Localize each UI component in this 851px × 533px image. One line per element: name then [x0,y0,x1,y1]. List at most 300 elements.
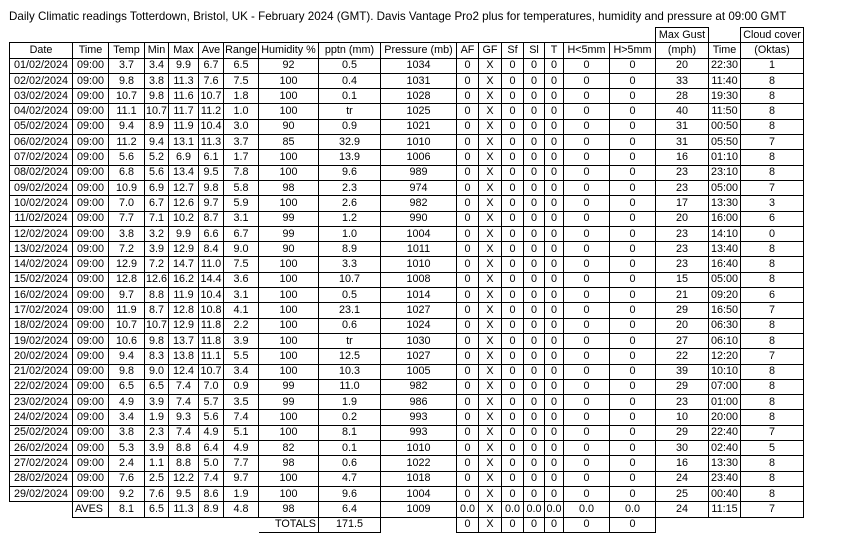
cell-pressure: 1018 [381,471,457,486]
cell-ave: 10.7 [199,364,224,379]
cell-ave: 10.4 [199,119,224,134]
cell-hail-over-5mm: 0 [610,150,656,165]
cell-gust-time: 01:10 [709,150,741,165]
cell-gf: X [479,441,502,456]
cell-humidity: 100 [259,349,319,364]
cell-hail-over-5mm: 0 [610,58,656,73]
cell-hail-under-5mm: 0 [564,226,610,241]
totals-gf: X [479,517,502,532]
cell-date: 12/02/2024 [10,226,73,241]
table-row [10,58,804,73]
header-t: T [545,43,564,58]
cell-pressure: 1034 [381,58,457,73]
cell-range: 3.1 [224,288,259,303]
aves-gust: 24 [656,502,709,517]
aves-range: 4.8 [224,502,259,517]
cell-humidity: 100 [259,272,319,287]
table-row [10,272,804,287]
cell-gust-time: 02:40 [709,441,741,456]
cell-gust-time: 23:10 [709,165,741,180]
cell-pressure: 1004 [381,226,457,241]
cell-min: 9.4 [145,135,169,150]
cell-date: 09/02/2024 [10,180,73,195]
cell-t: 0 [545,364,564,379]
cell-sf: 0 [502,257,524,272]
cell-gust-time: 01:00 [709,395,741,410]
cell-ave: 9.5 [199,165,224,180]
cell-af: 0 [457,395,479,410]
cell-ave: 6.6 [199,226,224,241]
aves-temp: 8.1 [109,502,145,517]
cell-gust: 10 [656,410,709,425]
cell-af: 0 [457,242,479,257]
cell-humidity: 100 [259,288,319,303]
cell-date: 24/02/2024 [10,410,73,425]
cell-pressure: 1027 [381,303,457,318]
cell-time: 09:00 [73,303,109,318]
cell-gust-time: 05:50 [709,135,741,150]
cell-pptn: 9.6 [319,486,381,501]
cell-temp: 2.4 [109,456,145,471]
cell-max: 12.4 [169,364,199,379]
cell-hail-under-5mm: 0 [564,486,610,501]
cell-hail-over-5mm: 0 [610,226,656,241]
cell-max: 10.2 [169,211,199,226]
cell-t: 0 [545,180,564,195]
cell-sl: 0 [524,395,545,410]
table-row [10,104,804,119]
cell-gf: X [479,272,502,287]
cell-humidity: 100 [259,165,319,180]
table-body [10,58,804,502]
cell-cloud: 7 [741,425,804,440]
cell-temp: 7.7 [109,211,145,226]
cell-range: 2.2 [224,318,259,333]
cell-time: 09:00 [73,410,109,425]
cell-max: 11.7 [169,104,199,119]
cell-temp: 3.8 [109,226,145,241]
header-hail-under-5mm: H<5mm [564,43,610,58]
cell-ave: 8.7 [199,211,224,226]
cell-sf: 0 [502,150,524,165]
cell-range: 3.0 [224,119,259,134]
cell-pptn: 10.3 [319,364,381,379]
header-max: Max [169,43,199,58]
cell-gf: X [479,257,502,272]
cell-temp: 12.8 [109,272,145,287]
cell-time: 09:00 [73,379,109,394]
cell-pressure: 1024 [381,318,457,333]
cell-pptn: 23.1 [319,303,381,318]
cell-max: 7.4 [169,425,199,440]
cell-gf: X [479,135,502,150]
header-cloud-cover: Cloud cover [741,28,804,43]
table-row [10,410,804,425]
header-date: Date [10,43,73,58]
cell-date: 11/02/2024 [10,211,73,226]
cell-range: 1.7 [224,150,259,165]
table-row [10,333,804,348]
totals-pptn: 171.5 [319,517,381,532]
cell-hail-under-5mm: 0 [564,410,610,425]
cell-ave: 5.0 [199,456,224,471]
cell-range: 7.5 [224,257,259,272]
cell-time: 09:00 [73,135,109,150]
cell-max: 7.4 [169,395,199,410]
aves-humidity: 98 [259,502,319,517]
cell-gust-time: 11:50 [709,104,741,119]
cell-gust: 23 [656,226,709,241]
cell-gf: X [479,456,502,471]
cell-date: 06/02/2024 [10,135,73,150]
cell-sf: 0 [502,135,524,150]
cell-time: 09:00 [73,180,109,195]
cell-range: 1.0 [224,104,259,119]
cell-temp: 5.6 [109,150,145,165]
cell-sl: 0 [524,471,545,486]
table-row [10,379,804,394]
cell-sl: 0 [524,379,545,394]
cell-hail-over-5mm: 0 [610,196,656,211]
header-pressure: Pressure (mb) [381,43,457,58]
cell-gust: 22 [656,349,709,364]
cell-sf: 0 [502,89,524,104]
cell-sf: 0 [502,333,524,348]
cell-date: 29/02/2024 [10,486,73,501]
cell-t: 0 [545,303,564,318]
aves-gust-time: 11:15 [709,502,741,517]
table-row [10,226,804,241]
cell-cloud: 8 [741,471,804,486]
totals-hail-under-5mm: 0 [564,517,610,532]
cell-min: 3.9 [145,441,169,456]
cell-ave: 11.8 [199,318,224,333]
cell-max: 13.4 [169,165,199,180]
cell-t: 0 [545,441,564,456]
cell-min: 1.9 [145,410,169,425]
cell-af: 0 [457,89,479,104]
cell-humidity: 82 [259,441,319,456]
cell-cloud: 8 [741,150,804,165]
cell-sf: 0 [502,165,524,180]
table-row [10,135,804,150]
table-row [10,486,804,501]
cell-pressure: 1021 [381,119,457,134]
cell-t: 0 [545,425,564,440]
averages-row [10,502,804,517]
cell-pptn: 2.3 [319,180,381,195]
cell-temp: 7.6 [109,471,145,486]
cell-hail-over-5mm: 0 [610,379,656,394]
cell-temp: 11.1 [109,104,145,119]
totals-t: 0 [545,517,564,532]
header-humidity: Humidity % [259,43,319,58]
aves-af: 0.0 [457,502,479,517]
cell-sl: 0 [524,242,545,257]
cell-date: 21/02/2024 [10,364,73,379]
cell-af: 0 [457,73,479,88]
cell-pressure: 1004 [381,486,457,501]
table-row [10,456,804,471]
header-time: Time [73,43,109,58]
cell-gust-time: 00:40 [709,486,741,501]
cell-gf: X [479,165,502,180]
cell-date: 16/02/2024 [10,288,73,303]
cell-min: 7.2 [145,257,169,272]
cell-humidity: 99 [259,395,319,410]
cell-t: 0 [545,471,564,486]
climate-table [9,27,804,533]
cell-max: 12.8 [169,303,199,318]
cell-time: 09:00 [73,471,109,486]
cell-ave: 6.1 [199,150,224,165]
cell-temp: 9.7 [109,288,145,303]
cell-af: 0 [457,333,479,348]
cell-min: 6.7 [145,196,169,211]
cell-min: 8.8 [145,288,169,303]
table-row [10,288,804,303]
cell-temp: 11.2 [109,135,145,150]
cell-gust-time: 16:40 [709,257,741,272]
cell-range: 7.4 [224,410,259,425]
cell-gust: 20 [656,58,709,73]
cell-hail-under-5mm: 0 [564,395,610,410]
cell-gust: 28 [656,89,709,104]
header-row-top [10,28,804,43]
cell-af: 0 [457,226,479,241]
cell-gust-time: 13:30 [709,456,741,471]
cell-hail-over-5mm: 0 [610,165,656,180]
cell-gust: 15 [656,272,709,287]
aves-max: 11.3 [169,502,199,517]
cell-pressure: 1025 [381,104,457,119]
cell-temp: 9.4 [109,349,145,364]
cell-gf: X [479,486,502,501]
cell-ave: 11.1 [199,349,224,364]
cell-time: 09:00 [73,349,109,364]
cell-date: 26/02/2024 [10,441,73,456]
cell-ave: 11.2 [199,104,224,119]
cell-humidity: 100 [259,410,319,425]
cell-gust: 24 [656,471,709,486]
cell-gust: 33 [656,73,709,88]
cell-cloud: 8 [741,165,804,180]
cell-sl: 0 [524,441,545,456]
cell-hail-over-5mm: 0 [610,395,656,410]
cell-sf: 0 [502,196,524,211]
cell-time: 09:00 [73,104,109,119]
cell-ave: 10.7 [199,89,224,104]
cell-hail-over-5mm: 0 [610,441,656,456]
cell-temp: 10.6 [109,333,145,348]
cell-range: 3.7 [224,135,259,150]
cell-max: 12.9 [169,318,199,333]
cell-date: 03/02/2024 [10,89,73,104]
cell-humidity: 100 [259,333,319,348]
aves-pptn: 6.4 [319,502,381,517]
cell-hail-over-5mm: 0 [610,425,656,440]
header-max-gust: Max Gust [656,28,709,43]
cell-gf: X [479,73,502,88]
cell-min: 9.8 [145,333,169,348]
totals-af: 0 [457,517,479,532]
cell-humidity: 100 [259,104,319,119]
cell-af: 0 [457,303,479,318]
cell-af: 0 [457,104,479,119]
cell-range: 7.8 [224,165,259,180]
cell-hail-over-5mm: 0 [610,211,656,226]
cell-max: 12.6 [169,196,199,211]
cell-hail-under-5mm: 0 [564,242,610,257]
cell-range: 3.1 [224,211,259,226]
cell-max: 14.7 [169,257,199,272]
aves-sl: 0.0 [524,502,545,517]
cell-cloud: 8 [741,318,804,333]
cell-date: 18/02/2024 [10,318,73,333]
cell-gust: 30 [656,441,709,456]
cell-ave: 11.3 [199,135,224,150]
cell-af: 0 [457,379,479,394]
cell-hail-under-5mm: 0 [564,272,610,287]
cell-max: 12.2 [169,471,199,486]
cell-sf: 0 [502,226,524,241]
cell-hail-over-5mm: 0 [610,471,656,486]
header-ave: Ave [199,43,224,58]
cell-gf: X [479,318,502,333]
cell-sf: 0 [502,441,524,456]
cell-date: 02/02/2024 [10,73,73,88]
cell-min: 6.5 [145,379,169,394]
cell-date: 08/02/2024 [10,165,73,180]
cell-pressure: 993 [381,425,457,440]
header-min: Min [145,43,169,58]
cell-pptn: 1.2 [319,211,381,226]
cell-gf: X [479,150,502,165]
table-row [10,425,804,440]
cell-hail-under-5mm: 0 [564,89,610,104]
cell-time: 09:00 [73,272,109,287]
cell-t: 0 [545,410,564,425]
cell-gust-time: 12:20 [709,349,741,364]
cell-t: 0 [545,89,564,104]
cell-pressure: 1028 [381,89,457,104]
cell-gust-time: 07:00 [709,379,741,394]
aves-gf: X [479,502,502,517]
cell-sl: 0 [524,196,545,211]
cell-sl: 0 [524,318,545,333]
cell-gust-time: 22:30 [709,58,741,73]
cell-humidity: 99 [259,226,319,241]
cell-sf: 0 [502,425,524,440]
cell-min: 3.9 [145,242,169,257]
cell-min: 9.0 [145,364,169,379]
table-row [10,165,804,180]
cell-humidity: 100 [259,73,319,88]
table-row [10,242,804,257]
cell-min: 10.7 [145,318,169,333]
cell-date: 25/02/2024 [10,425,73,440]
cell-range: 1.8 [224,89,259,104]
cell-t: 0 [545,165,564,180]
cell-pptn: 0.5 [319,58,381,73]
cell-time: 09:00 [73,318,109,333]
cell-gf: X [479,242,502,257]
aves-hail-over-5mm: 0.0 [610,502,656,517]
cell-cloud: 8 [741,333,804,348]
cell-ave: 11.8 [199,333,224,348]
cell-af: 0 [457,272,479,287]
table-row [10,257,804,272]
cell-pptn: 0.4 [319,73,381,88]
cell-gust-time: 16:50 [709,303,741,318]
cell-pptn: 4.7 [319,471,381,486]
cell-temp: 9.8 [109,73,145,88]
cell-date: 05/02/2024 [10,119,73,134]
cell-time: 09:00 [73,257,109,272]
cell-min: 3.2 [145,226,169,241]
cell-min: 8.9 [145,119,169,134]
cell-t: 0 [545,333,564,348]
cell-range: 1.9 [224,486,259,501]
cell-sf: 0 [502,379,524,394]
cell-time: 09:00 [73,395,109,410]
aves-t: 0.0 [545,502,564,517]
cell-af: 0 [457,349,479,364]
cell-pressure: 1031 [381,73,457,88]
table-row [10,196,804,211]
cell-sf: 0 [502,349,524,364]
cell-t: 0 [545,486,564,501]
cell-sf: 0 [502,364,524,379]
cell-gust-time: 23:40 [709,471,741,486]
cell-hail-under-5mm: 0 [564,379,610,394]
cell-range: 4.9 [224,441,259,456]
cell-hail-over-5mm: 0 [610,349,656,364]
cell-af: 0 [457,441,479,456]
cell-max: 13.1 [169,135,199,150]
cell-hail-over-5mm: 0 [610,119,656,134]
cell-cloud: 8 [741,410,804,425]
cell-pressure: 1014 [381,288,457,303]
cell-sf: 0 [502,180,524,195]
cell-cloud: 7 [741,180,804,195]
cell-t: 0 [545,119,564,134]
cell-time: 09:00 [73,288,109,303]
cell-ave: 7.6 [199,73,224,88]
cell-temp: 3.7 [109,58,145,73]
cell-pressure: 1010 [381,135,457,150]
cell-min: 1.1 [145,456,169,471]
cell-cloud: 8 [741,104,804,119]
cell-cloud: 8 [741,272,804,287]
cell-t: 0 [545,242,564,257]
totals-sl: 0 [524,517,545,532]
cell-pptn: 0.6 [319,318,381,333]
cell-pressure: 982 [381,379,457,394]
cell-time: 09:00 [73,73,109,88]
cell-t: 0 [545,226,564,241]
cell-sl: 0 [524,486,545,501]
cell-temp: 6.5 [109,379,145,394]
cell-t: 0 [545,257,564,272]
cell-date: 07/02/2024 [10,150,73,165]
cell-ave: 6.7 [199,58,224,73]
table-row [10,180,804,195]
cell-sf: 0 [502,318,524,333]
cell-af: 0 [457,257,479,272]
cell-gf: X [479,303,502,318]
cell-pressure: 974 [381,180,457,195]
